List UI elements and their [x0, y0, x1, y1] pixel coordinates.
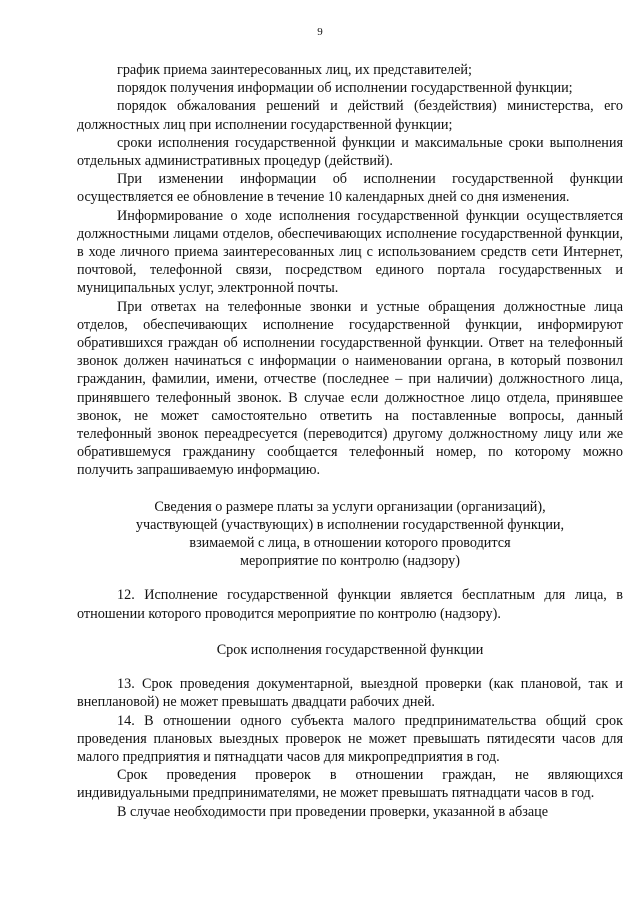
- heading-line: взимаемой с лица, в отношении которого проводится: [189, 535, 511, 552]
- paragraph-14: 14. В отношении одного субъекта малого предпринимательства общий срок проведения плановых выездных проверок не может превышать пятидесяти часов для малого предприятия и пятнадцати часов для микропредприятия в год.: [77, 712, 623, 765]
- paragraph: При ответах на телефонные звонки и устные обращения должностные лица отделов, обеспечивающих исполнение государственной функции, информируют обратившихся граждан об исполнении государственной функции. Ответ на телефонный звонок должен начинаться с информации о наименовании органа, в который позвонил гражданин, фамилии, имени, отчестве (последнее – при наличии) должностного лица, принявшего телефонный звонок. В случае если должностное лицо отдела, принявшее звонок, не может самостоятельно ответить на поставленные вопросы, данный телефонный звонок переадресуется (переводится) другому должностному лицу или же обратившемуся гражданину сообщается телефонный номер, по которому можно получить запрашиваемую информацию.: [77, 298, 623, 479]
- paragraph: порядок получения информации об исполнении государственной функции;: [117, 80, 573, 97]
- paragraph: В случае необходимости при проведении проверки, указанной в абзаце: [117, 803, 549, 820]
- document-body: [77, 61, 623, 821]
- paragraph: порядок обжалования решений и действий (бездействия) министерства, его должностных лиц при исполнении государственной функции;: [77, 98, 623, 133]
- spacer: [77, 659, 623, 675]
- page-number: 9: [317, 26, 323, 38]
- paragraph-12: 12. Исполнение государственной функции является бесплатным для лица, в отношении которого проводится мероприятие по контролю (надзору).: [77, 587, 623, 622]
- paragraph-13: 13. Срок проведения документарной, выездной проверки (как плановой, так и внеплановой) не может превышать двадцати рабочих дней.: [77, 676, 623, 711]
- heading-line: мероприятие по контролю (надзору): [240, 553, 460, 570]
- section-heading-fee: [77, 498, 623, 571]
- spacer: [77, 623, 623, 641]
- paragraph: график приема заинтересованных лиц, их представителей;: [117, 62, 472, 78]
- paragraph: При изменении информации об исполнении государственной функции осуществляется ее обновление в течение 10 календарных дней со дня изменения.: [77, 171, 623, 206]
- spacer: [77, 480, 623, 498]
- paragraph: Информирование о ходе исполнения государственной функции осуществляется должностными лицами отделов, обеспечивающих исполнение государственной функции, в ходе личного приема заинтересованных лиц с использованием средств сети Интернет, почтовой, телефонной связи, посредством единого портала государственных и муниципальных услуг, электронной почты.: [77, 207, 623, 297]
- heading-line: Сведения о размере платы за услуги организации (организаций),: [154, 498, 546, 515]
- spacer: [77, 570, 623, 586]
- heading-line: участвующей (участвующих) в исполнении государственной функции,: [135, 516, 565, 533]
- paragraph: сроки исполнения государственной функции и максимальные сроки выполнения отдельных административных процедур (действий).: [77, 134, 623, 170]
- paragraph: Срок проведения проверок в отношении граждан, не являющихся индивидуальными предпринимателями, не может превышать пятнадцати часов в год.: [77, 767, 623, 802]
- section-heading-term: Срок исполнения государственной функции: [216, 641, 484, 658]
